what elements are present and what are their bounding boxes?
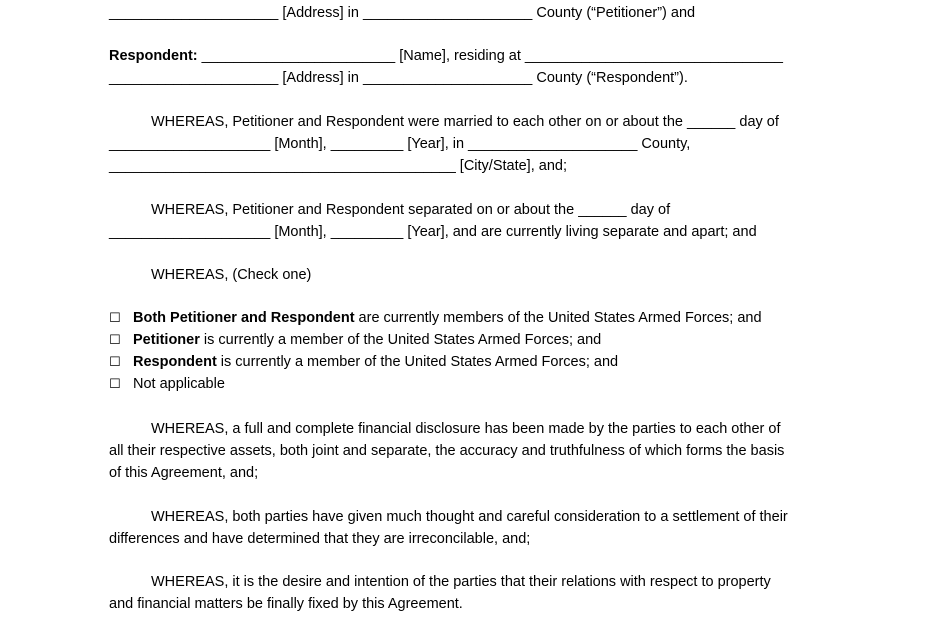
married-line-1: WHEREAS, Petitioner and Respondent were married to each other on or about the ______ day of <box>151 114 779 130</box>
option-bold: Petitioner <box>133 332 200 348</box>
disclosure-line-1: WHEREAS, a full and complete financial disclosure has been made by the parties to each other of <box>151 421 781 437</box>
option-bold: Both Petitioner and Respondent <box>133 310 355 326</box>
checkbox-option-not-applicable[interactable] <box>109 373 225 396</box>
separated-line-1: WHEREAS, Petitioner and Respondent separated on or about the ______ day of <box>151 202 671 218</box>
option-text: is currently a member of the United States Armed Forces; and <box>216 354 619 370</box>
intention-line-2: and financial matters be finally fixed by this Agreement. <box>109 596 463 612</box>
option-text: is currently a member of the United States Armed Forces; and <box>199 332 602 348</box>
checkbox-option-petitioner[interactable] <box>109 329 601 352</box>
checkbox-icon[interactable]: ☐ <box>109 333 121 348</box>
settlement-line-2: differences and have determined that they are irreconcilable, and; <box>109 531 531 547</box>
separated-line-2: ____________________ [Month], _________ [Year], and are currently living separate and apart; and <box>109 224 757 240</box>
option-bold: Respondent <box>133 354 217 370</box>
respondent-label: Respondent: <box>109 48 198 64</box>
settlement-line-1: WHEREAS, both parties have given much thought and careful consideration to a settlement of their <box>151 509 788 525</box>
checkbox-icon[interactable]: ☐ <box>109 377 121 392</box>
option-text: Not applicable <box>133 376 225 392</box>
checkbox-icon[interactable]: ☐ <box>109 311 121 326</box>
checkbox-option-respondent[interactable] <box>109 351 618 374</box>
intention-line-1: WHEREAS, it is the desire and intention of the parties that their relations with respect to property <box>151 574 771 590</box>
disclosure-line-2: all their respective assets, both joint and separate, the accuracy and truthfulness of which forms the basis <box>109 443 785 459</box>
checkbox-icon[interactable]: ☐ <box>109 355 121 370</box>
respondent-name-text: ________________________ [Name], residing at ________________________________ <box>197 48 783 64</box>
petitioner-address-line: _____________________ [Address] in _____________________ County (“Petitioner”) and <box>109 5 696 21</box>
married-line-2: ____________________ [Month], _________ [Year], in _____________________ County, <box>109 136 691 152</box>
checkbox-option-both[interactable] <box>109 307 762 330</box>
disclosure-line-3: of this Agreement, and; <box>109 465 259 481</box>
option-text: are currently members of the United States Armed Forces; and <box>354 310 762 326</box>
respondent-address-line: _____________________ [Address] in _____________________ County (“Respondent”). <box>109 70 688 86</box>
check-one-heading: WHEREAS, (Check one) <box>151 267 312 283</box>
respondent-name-line <box>109 45 783 67</box>
married-line-3: ___________________________________________ [City/State], and; <box>109 158 567 174</box>
